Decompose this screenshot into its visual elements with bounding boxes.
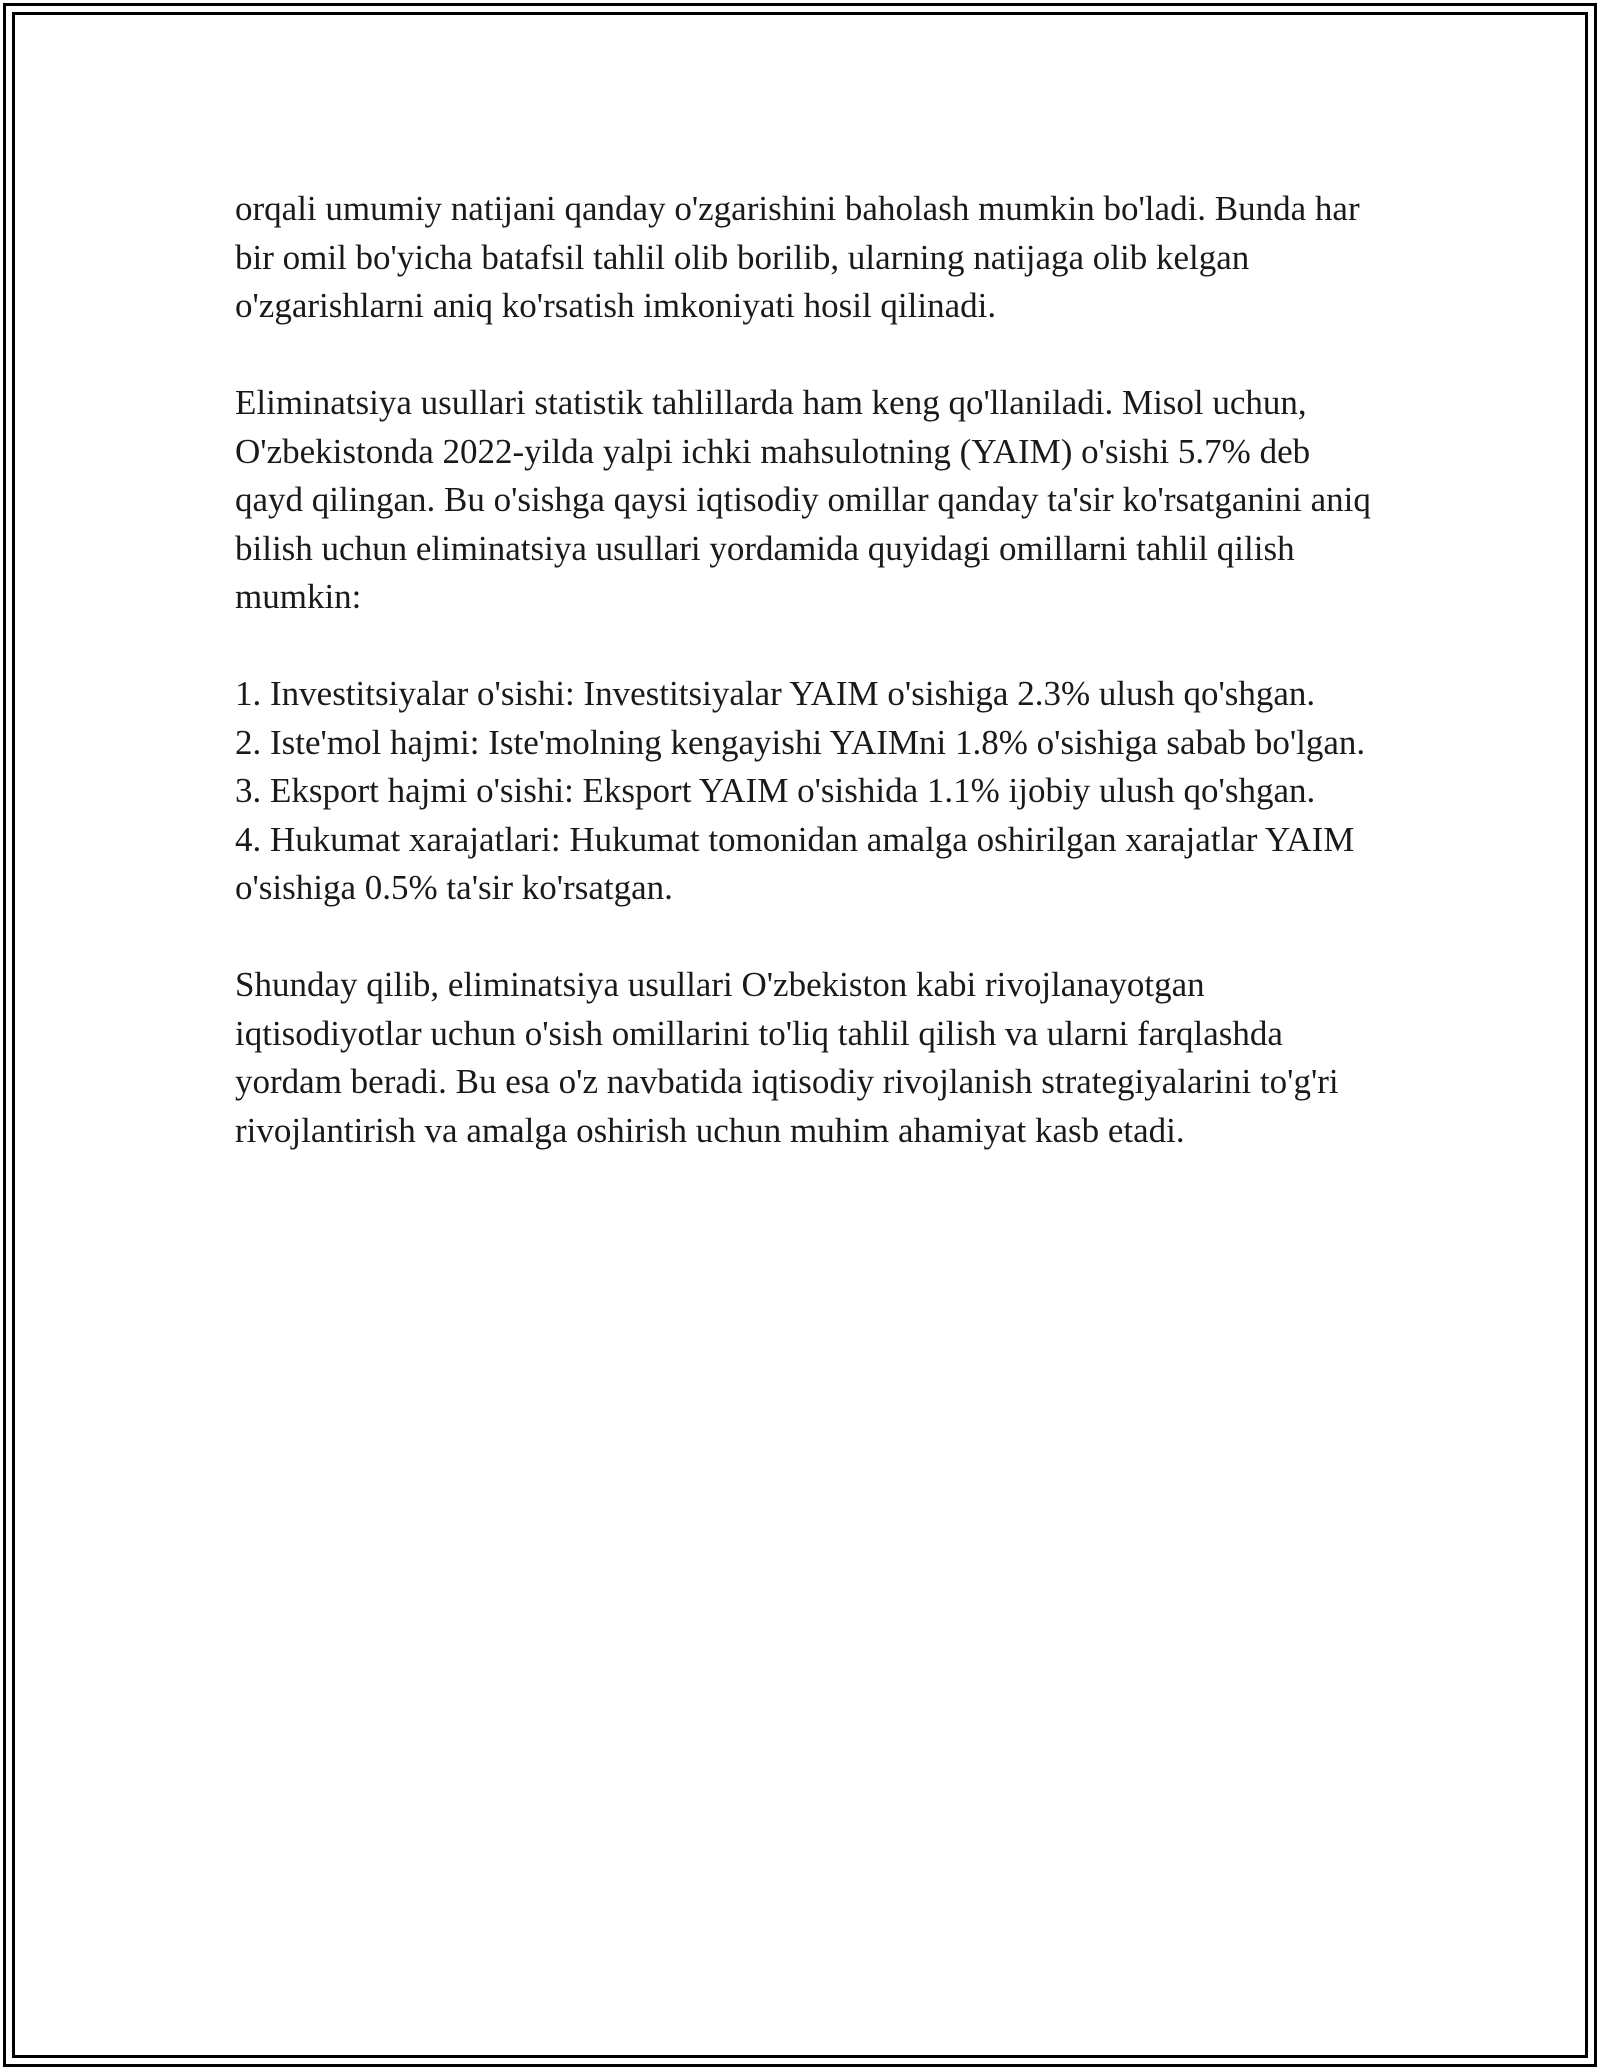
paragraph-conclusion: Shunday qilib, eliminatsiya usullari O'zbekiston kabi rivojlanayotgan iqtisodiyotlar uchun o'sish omillarini to'liq tahlil qilish va ularni farqlashda yordam beradi. Bu esa o'z navbatida iqtisodiy rivojlanish strategiyalarini to'g'ri rivojlantirish va amalga oshirish uchun muhim ahamiyat kasb etadi. xyxy=(235,965,1339,1150)
document-body xyxy=(235,185,1385,1204)
paragraph-statistics: Eliminatsiya usullari statistik tahlillarda ham keng qo'llaniladi. Misol uchun, O'zbekistonda 2022-yilda yalpi ichki mahsulotning (YAIM) o'sishi 5.7% deb qayd qilingan. Bu o'sishga qaysi iqtisodiy omillar qanday ta'sir ko'rsatganini aniq bilish uchun eliminatsiya usullari yordamida quyidagi omillarni tahlil qilish mumkin: xyxy=(235,383,1371,616)
paragraph-intro: orqali umumiy natijani qanday o'zgarishini baholash mumkin bo'ladi. Bunda har bir omil bo'yicha batafsil tahlil olib borilib, ularning natijaga olib kelgan o'zgarishlarni aniq ko'rsatish imkoniyati hosil qilinadi. xyxy=(235,189,1360,325)
factor-list xyxy=(235,670,1385,913)
list-item: 2. Iste'mol hajmi: Iste'molning kengayishi YAIMni 1.8% o'sishiga sabab bo'lgan. xyxy=(235,722,1366,762)
list-item: 3. Eksport hajmi o'sishi: Eksport YAIM o'sishida 1.1% ijobiy ulush qo'shgan. xyxy=(235,771,1316,810)
list-item: 1. Investitsiyalar o'sishi: Investitsiyalar YAIM o'sishiga 2.3% ulush qo'shgan. xyxy=(235,674,1316,713)
list-item: 4. Hukumat xarajatlari: Hukumat tomonidan amalga oshirilgan xarajatlar YAIM o'sishiga 0.5% ta'sir ko'rsatgan. xyxy=(235,819,1355,907)
